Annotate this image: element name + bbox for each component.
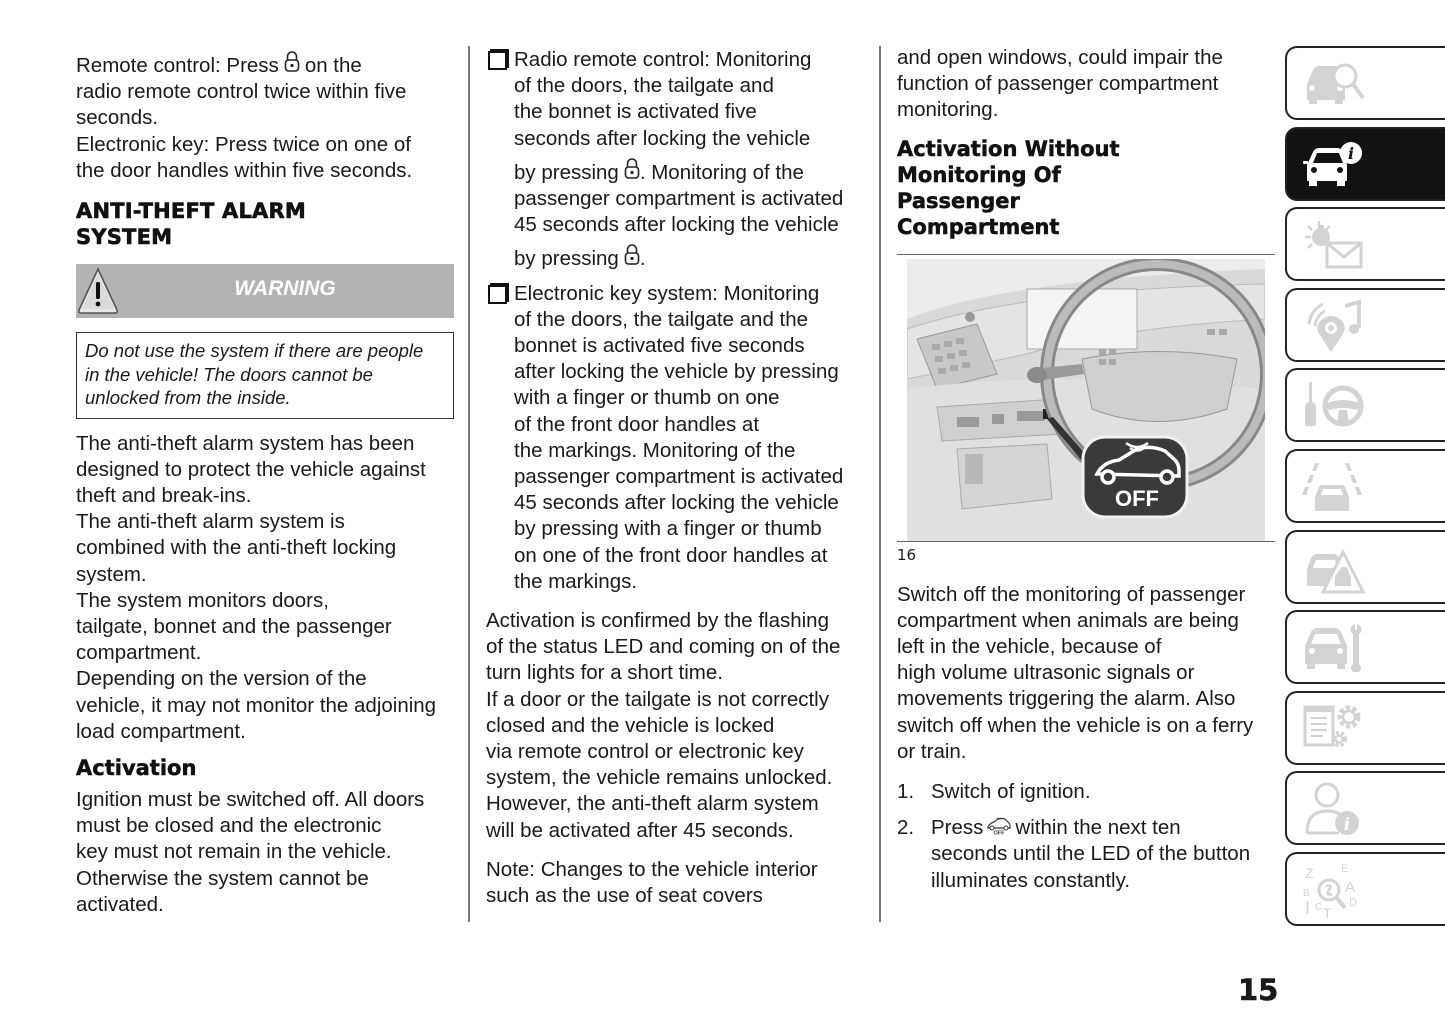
body-text: The anti-theft alarm system has been designed to protect the vehicle against theft and break-ins. The anti-theft alarm system is combined with the anti-theft locking system. The system monitors doors, tailgate, bonnet and the passenger compartment. Depending on the version of the vehicle, it may not monitor the adjoining load compartment. (76, 431, 437, 743)
figure-number: 16 (897, 545, 917, 564)
person-info-icon (1301, 781, 1365, 837)
dashboard-illustration (907, 259, 1265, 541)
note-label: Note: (486, 857, 535, 881)
checkbox-bullet-icon (488, 51, 507, 70)
tab-safety[interactable] (1285, 449, 1445, 523)
key-steering-wheel-icon (1301, 378, 1365, 434)
lock-icon (283, 50, 301, 74)
tab-index[interactable] (1285, 852, 1445, 926)
svg-text:Z: Z (1305, 864, 1314, 881)
activation-heading: Activation (76, 755, 197, 780)
body-text: Switch off the monitoring of passenger compartment when animals are being left in the vehicle, because of high volume ultrasonic signals or movements triggering the alarm. Also switch off when the vehicle is on a ferry or train. (897, 582, 1254, 763)
step-item: 1. Switch of ignition. (897, 780, 1091, 804)
svg-text:A: A (1345, 878, 1356, 896)
tab-multimedia[interactable] (1285, 288, 1445, 362)
column-divider-2 (879, 46, 881, 922)
svg-text:D: D (1349, 896, 1357, 909)
tab-getting-to-know-car[interactable] (1285, 46, 1445, 120)
bullet-radio-remote: Radio remote control: Monitoring of the doors, the tailgate and the bonnet is activated five seconds after locking the vehicle by pressing . Monitoring of the passenger compartment is activated 45 seconds after locking the vehicle by pressing . (486, 47, 864, 273)
intro-line: seconds. (76, 106, 159, 130)
svg-text:OFF: OFF (1115, 485, 1159, 511)
svg-text:T: T (1323, 904, 1332, 918)
multimedia-location-music-icon (1301, 298, 1365, 354)
column-3 (897, 46, 1275, 904)
note: Note: Changes to the vehicle interior such as the use of seat covers (486, 857, 818, 908)
svg-text:OFF: OFF (993, 830, 1005, 836)
checkbox-bullet-icon (488, 285, 507, 304)
intro-line: the door handles within five seconds. (76, 158, 413, 182)
tab-contents-info[interactable] (1285, 771, 1445, 845)
tab-warning-lights-messages[interactable] (1285, 207, 1445, 281)
dashboard-figure (897, 254, 1275, 542)
warning-text-box: Do not use the system if there are people in the vehicle! The doors cannot be unlocked from the inside. (76, 332, 454, 419)
tab-starting-driving[interactable] (1285, 368, 1445, 442)
section-heading: Activation Without Monitoring Of Passenger Compartment (897, 136, 1120, 239)
steps-list (897, 779, 1275, 894)
intro-line: Electronic key: Press twice on one of (76, 132, 411, 156)
car-wrench-icon (1301, 620, 1365, 676)
column-2 (486, 46, 864, 909)
page-number: 15 (1238, 973, 1279, 1007)
tab-in-an-emergency[interactable] (1285, 530, 1445, 604)
column-divider-1 (468, 46, 470, 922)
technical-data-gears-icon (1301, 701, 1365, 757)
intro-line: Remote control: Press on the (76, 50, 454, 79)
chapter-tabs (1285, 46, 1445, 933)
svg-text:C: C (1315, 901, 1323, 913)
svg-text:i: i (1347, 143, 1355, 163)
tab-technical-data[interactable] (1285, 691, 1445, 765)
warning-light-message-icon (1301, 217, 1365, 273)
car-emergency-triangle-icon (1301, 540, 1365, 596)
car-magnifier-icon (1301, 56, 1365, 112)
interior-monitoring-off-icon (986, 815, 1012, 835)
activation-text: Ignition must be switched off. All doors must be closed and the electronic key must not remain in the vehicle. Otherwise the system cannot be activated. (76, 787, 425, 916)
warning-banner (76, 264, 454, 318)
section-heading: ANTI-THEFT ALARM SYSTEM (76, 199, 306, 250)
svg-text:I: I (1305, 897, 1311, 918)
warning-label: WARNING (234, 277, 336, 301)
step-item: 2. Press OFF within the next ten seconds until the LED of the button illuminates constantly. (897, 816, 1251, 892)
lock-icon (623, 243, 641, 267)
svg-text:E: E (1341, 862, 1349, 875)
confirmation-text: Activation is confirmed by the flashing of the status LED and coming on of the turn lights for a short time. If a door or the tailgate is not correctly closed and the vehicle is locked via remote control or electronic key system, the vehicle remains unlocked. However, the anti-theft alarm system will be activated after 45 seconds. (486, 609, 841, 842)
tab-servicing-maintenance[interactable] (1285, 610, 1445, 684)
lane-assist-car-icon (1301, 459, 1365, 515)
tab-knowing-vehicle[interactable] (1285, 127, 1445, 201)
continued-text: and open windows, could impair the function of passenger compartment monitoring. (897, 46, 1223, 122)
svg-text:B: B (1303, 887, 1310, 899)
bullet-electronic-key: Electronic key system: Monitoring of the doors, the tailgate and the bonnet is activated five seconds after locking the vehicle by pressing with a finger or thumb on one of the front door handles at the markings. Monitoring of the passenger compartment is activated 45 seconds after locking the vehicle by pressing with a finger or thumb on one of the front door handles at the markings. (486, 281, 864, 595)
alphabetical-index-icon (1301, 862, 1365, 918)
column-1 (76, 46, 454, 918)
svg-text:i: i (1343, 815, 1351, 836)
lock-icon (623, 157, 641, 181)
intro-line: radio remote control twice within five (76, 80, 407, 104)
car-info-icon (1301, 137, 1365, 193)
